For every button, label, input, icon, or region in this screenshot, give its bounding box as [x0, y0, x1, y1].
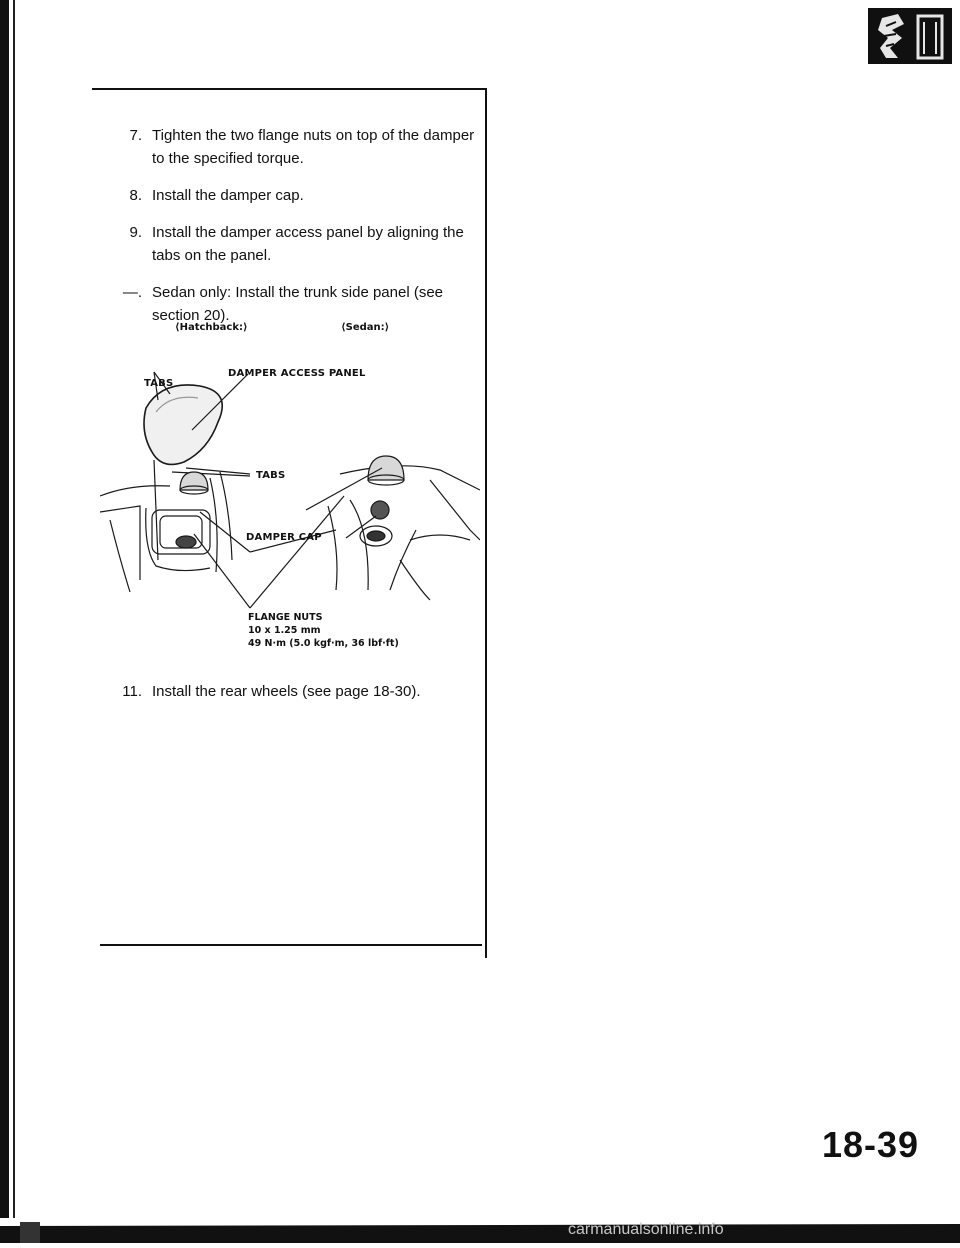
- flange-nuts-label: FLANGE NUTS: [248, 612, 323, 623]
- damper-illustration: [100, 360, 480, 610]
- step-text: Sedan only: Install the trunk side panel (see section 20).: [152, 284, 444, 324]
- step-number: 8.: [129, 187, 142, 204]
- instruction-steps: [110, 124, 480, 341]
- flange-nuts-size: 10 x 1.25 mm: [248, 625, 321, 636]
- step-text: Install the damper cap.: [152, 187, 304, 204]
- damper-access-panel-label: DAMPER ACCESS PANEL: [228, 368, 366, 379]
- step-8: [110, 184, 480, 207]
- step-7: [110, 124, 480, 170]
- variant-labels: [175, 322, 475, 333]
- bottom-rule: [100, 944, 482, 946]
- tabs-label-middle: TABS: [256, 470, 286, 481]
- step-text: Install the damper access panel by aligning the tabs on the panel.: [152, 224, 464, 264]
- footer-band: [0, 1218, 960, 1243]
- binding-line: [13, 0, 15, 1243]
- tabs-label-top: TABS: [144, 378, 174, 389]
- page-number: 18-39: [822, 1124, 920, 1165]
- step-text: Install the rear wheels (see page 18-30).: [152, 683, 421, 700]
- hatchback-label: ⟨Hatchback:⟩: [175, 322, 248, 333]
- step-number: 11.: [122, 683, 142, 700]
- step-11: [110, 680, 480, 717]
- flange-nuts-torque: 49 N·m (5.0 kgf·m, 36 lbf·ft): [248, 638, 399, 649]
- watermark: carmanualsonline.info: [568, 1221, 724, 1238]
- suspension-section-icon: [868, 8, 952, 64]
- binding-bar: [0, 0, 9, 1243]
- step-number: 7.: [129, 127, 142, 144]
- sedan-label: ⟨Sedan:⟩: [341, 322, 390, 333]
- damper-drawing: [100, 360, 480, 610]
- step-number: 9.: [129, 224, 142, 241]
- step-9: [110, 221, 480, 267]
- step-text: Tighten the two flange nuts on top of the damper to the specified torque.: [152, 127, 475, 167]
- flange-nuts-spec: [248, 611, 399, 650]
- step-number: —.: [122, 284, 142, 301]
- step-sedan-only: [110, 281, 480, 327]
- damper-cap-label: DAMPER CAP: [246, 532, 322, 543]
